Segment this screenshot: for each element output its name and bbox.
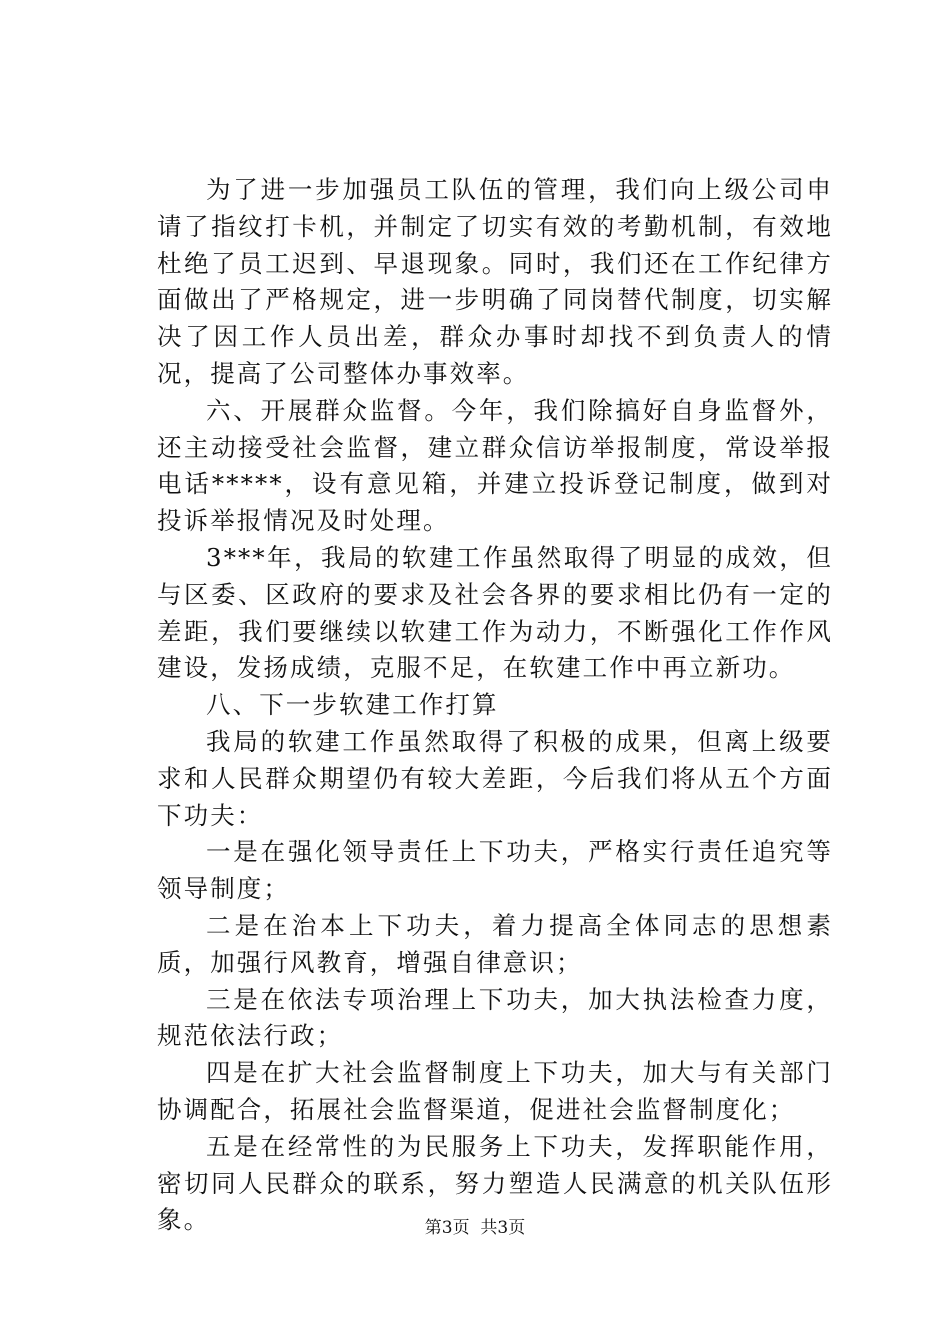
paragraph-summary: 3***年，我局的软建工作虽然取得了明显的成效，但与区委、区政府的要求及社会各界的要求相比仍有一定的差距，我们要继续以软建工作为动力，不断强化工作作风建设，发扬成绩，克服不足，在软建工作中再立新功。 xyxy=(157,542,833,683)
paragraph-attendance: 为了进一步加强员工队伍的管理，我们向上级公司申请了指纹打卡机，并制定了切实有效的考勤机制，有效地杜绝了员工迟到、早退现象。同时，我们还在工作纪律方面做出了严格规定，进一步明确了同岗替代制度，切实解决了因工作人员出差，群众办事时却找不到负责人的情况，提高了公司整体办事效率。 xyxy=(157,175,833,388)
list-item-law-enforcement: 三是在依法专项治理上下功夫，加大执法检查力度，规范依法行政； xyxy=(157,984,833,1051)
section-heading-next-steps: 八、下一步软建工作打算 xyxy=(206,690,499,720)
list-item-public-service: 五是在经常性的为民服务上下功夫，发挥职能作用，密切同人民群众的联系，努力塑造人民满意的机关队伍形象。 xyxy=(157,1131,833,1235)
document-body xyxy=(157,172,833,1239)
list-item-root-cause: 二是在治本上下功夫，着力提高全体同志的思想素质，加强行风教育，增强自律意识； xyxy=(157,910,833,977)
list-item-social-supervision: 四是在扩大社会监督制度上下功夫，加大与有关部门协调配合，拓展社会监督渠道，促进社会监督制度化； xyxy=(157,1058,833,1124)
page-number-footer: 第3页 共3页 xyxy=(424,1218,526,1238)
paragraph-intro-five-aspects: 我局的软建工作虽然取得了积极的成果，但离上级要求和人民群众期望仍有较大差距，今后我们将从五个方面下功夫： xyxy=(157,726,833,830)
paragraph-public-supervision: 六、开展群众监督。今年，我们除搞好自身监督外，还主动接受社会监督，建立群众信访举报制度，常设举报电话*****，设有意见箱，并建立投诉登记制度，做到对投诉举报情况及时处理。 xyxy=(157,395,833,536)
list-item-leadership: 一是在强化领导责任上下功夫，严格实行责任追究等领导制度； xyxy=(157,837,833,904)
